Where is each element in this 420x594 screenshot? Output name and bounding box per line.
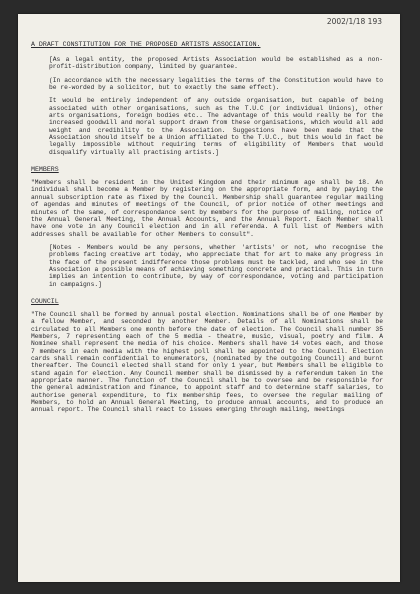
council-paragraph: "The Council shall be formed by annual postal election. Nominations shall be of one Member by a fellow Member, and seconded by another Member. Details of all Nominations shall be circulated to all Members one month before the date of election. The Council shall number 35 Members, 7 representing each of the 5 media - theatre, music, visual, poetry and film. A Nominee shall represent the media of his choice. Members shall have 14 votes each, and those 7 members in each media with the highest poll shall be appointed to the Council. Election cards shall remain confidential to enumerators, (nominated by the outgoing Council) and burnt thereafter. The Council elected shall stand for only 1 year, but Members shall be eligible to stand again for election. Any Council member shall be dismissed by a referendum taken in the appropriate manner. The function of the Council shall be to oversee and be responsible for the general administration and finance, to appoint staff and to determine staff salaries, to authorise general expenditure, to fix membership fees, to oversee the regular mailing of Members, to hold an Annual General Meeting, to produce annual accounts, and to produce an annual report. The Council shall react to issues emerging through mailing, meetings xyxy=(31,310,387,414)
document-body xyxy=(31,41,387,414)
intro-paragraph-2: (In accordance with the necessary legalities the terms of the Constitution would have to be re-worded by a solicitor, but to exactly the same effect). xyxy=(49,76,387,92)
council-heading: COUNCIL xyxy=(31,297,59,305)
members-heading: MEMBERS xyxy=(31,166,59,174)
intro-paragraph-3: It would be entirely independent of any outside organisation, but capable of being associated with other organisations, such as the T.U.C (or individual Unions), other arts organisations, foreign bodies etc.. The advantage of this would really be for the increased goodwill and moral support drawn from these organisations, which would all add weight and credibility to the Association. Suggestions have been made that the Association should itself be a Union affiliated to the T.U.C., but this would in fact be legally impossible without requiring terms of eligibility of Members that would disqualify virtually all practising artists.] xyxy=(49,97,387,156)
document-page xyxy=(18,14,400,582)
document-title: A DRAFT CONSTITUTION FOR THE PROPOSED ARTISTS ASSOCIATION. xyxy=(31,41,261,48)
intro-paragraph-1: [As a legal entity, the proposed Artists Association would be established as a non-profit-distribution company, limited by guarantee. xyxy=(49,56,383,71)
archive-reference: 2002/1/18 193 xyxy=(326,17,382,26)
members-paragraph: "Members shall be resident in the United Kingdom and their minimum age shall be 18. An individual shall become a Member by registering on the appropriate form, and by paying the annual subscription rate as fixed by the Council. Membership shall guarantee regular mailing of agendas and minutes of meetings of the Council, of prior notice of other meetings and minutes of the same, of correspondance sent by members for the purpose of mailing, notice of the Annual General Meeting, the Annual Accounts, and the Annual Report. Each Member shall have one vote in any Council election and in all referenda. A full list of Members with addresses shall be available for other Members to consult". xyxy=(31,179,387,238)
members-notes: [Notes - Members would be any persons, whether 'artists' or not, who recognise the problems facing creative art today, who appreciate that for art to make any progress in the face of the present indifference those problems must be tackled, and who see in the Association a possible means of achieving something concrete and practical. This in turn implies an intention to contribute, by way of correspondance, voting and participation in campaigns.] xyxy=(49,243,387,288)
